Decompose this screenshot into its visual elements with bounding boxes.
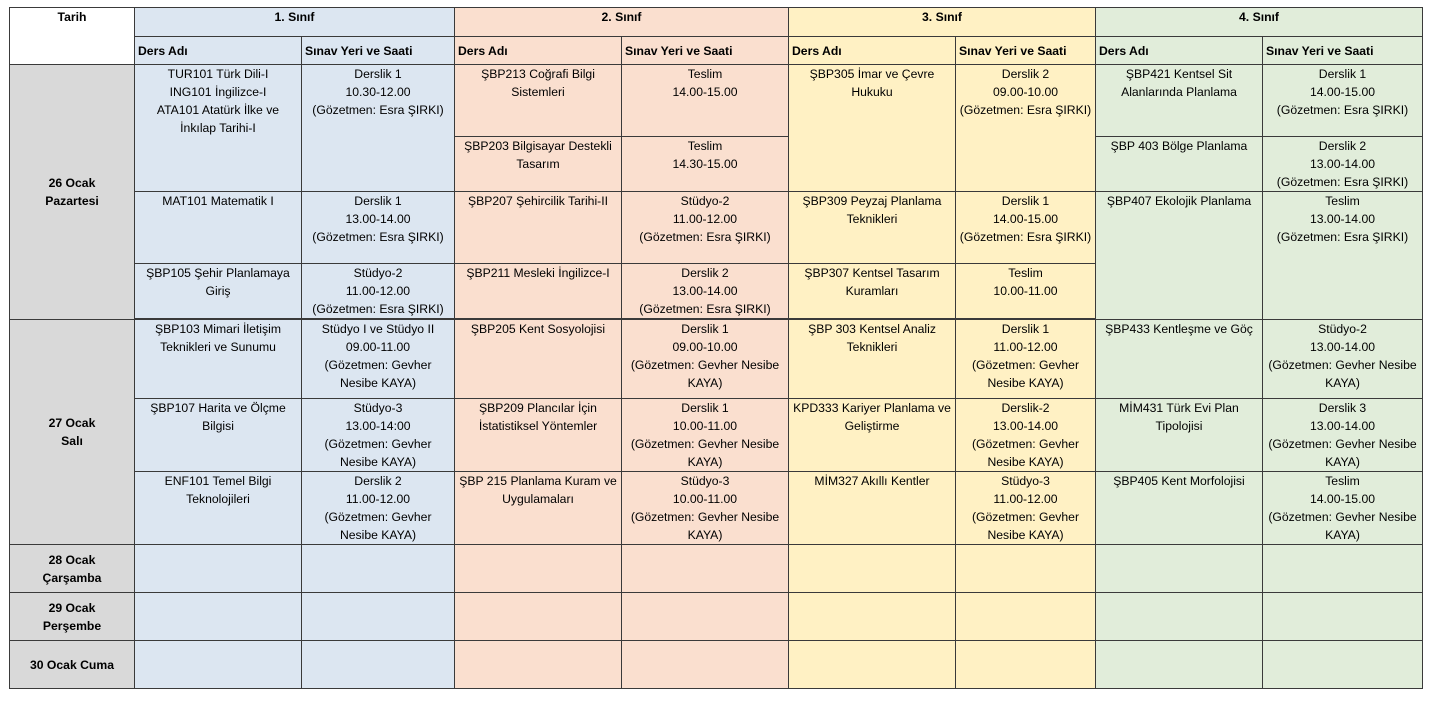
grade-4-header: 4. Sınıf [1096,8,1423,37]
place-cell: Derslik 2 11.00-12.00 (Gözetmen: Gevher Nesibe KAYA) [302,472,455,545]
course-cell: ŞBP405 Kent Morfolojisi [1096,472,1263,545]
place-cell: Derslik 2 09.00-10.00 (Gözetmen: Esra ŞIRKI) [956,65,1096,192]
empty-cell [1263,641,1423,689]
place-cell: Derslik 1 14.00-15.00 (Gözetmen: Esra ŞIRKI) [1263,65,1423,137]
place-cell: Derslik 2 13.00-14.00 (Gözetmen: Esra ŞIRKI) [622,264,789,319]
empty-cell [135,641,302,689]
empty-cell [956,641,1096,689]
place-cell: Derslik 1 09.00-10.00 (Gözetmen: Gevher Nesibe KAYA) [622,320,789,399]
date-header: Tarih [10,8,135,65]
date-cell [10,545,135,593]
empty-cell [789,545,956,593]
exam-schedule-table [9,7,1423,689]
course-column-header: Ders Adı [135,37,302,65]
empty-cell [622,593,789,641]
empty-cell [302,593,455,641]
empty-cell [789,593,956,641]
place-cell: Teslim 10.00-11.00 [956,264,1096,319]
empty-cell [789,641,956,689]
course-cell: KPD333 Kariyer Planlama ve Geliştirme [789,399,956,472]
place-cell: Derslik 3 13.00-14.00 (Gözetmen: Gevher Nesibe KAYA) [1263,399,1423,472]
course-cell: MAT101 Matematik I [135,192,302,264]
place-cell: Stüdyo-2 13.00-14.00 (Gözetmen: Gevher Nesibe KAYA) [1263,320,1423,399]
empty-cell [302,545,455,593]
place-cell: Derslik 1 13.00-14.00 (Gözetmen: Esra ŞIRKI) [302,192,455,264]
table-row [10,192,1423,264]
place-column-header: Sınav Yeri ve Saati [622,37,789,65]
place-column-header: Sınav Yeri ve Saati [1263,37,1423,65]
place-column-header: Sınav Yeri ve Saati [956,37,1096,65]
place-cell: Stüdyo-3 11.00-12.00 (Gözetmen: Gevher Nesibe KAYA) [956,472,1096,545]
empty-cell [135,593,302,641]
date-label: 30 Ocak Cuma [29,657,114,672]
date-label: 26 Ocak Pazartesi [45,176,99,208]
place-cell: Teslim 14.00-15.00 (Gözetmen: Gevher Nesibe KAYA) [1263,472,1423,545]
place-cell: Derslik 1 10.30-12.00 (Gözetmen: Esra ŞIRKI) [302,65,455,192]
place-cell: Teslim 13.00-14.00 (Gözetmen: Esra ŞIRKI) [1263,192,1423,320]
course-cell: ŞBP 215 Planlama Kuram ve Uygulamaları [455,472,622,545]
table-row [10,641,1423,689]
course-cell: ŞBP107 Harita ve Ölçme Bilgisi [135,399,302,472]
course-cell: ŞBP307 Kentsel Tasarım Kuramları [789,264,956,319]
empty-cell [302,641,455,689]
course-cell: ŞBP 403 Bölge Planlama [1096,137,1263,192]
grade-2-header: 2. Sınıf [455,8,789,37]
empty-cell [455,545,622,593]
place-cell: Stüdyo I ve Stüdyo II 09.00-11.00 (Gözetmen: Gevher Nesibe KAYA) [302,320,455,399]
course-cell: ŞBP203 Bilgisayar Destekli Tasarım [455,137,622,192]
course-cell: ŞBP207 Şehircilik Tarihi-II [455,192,622,264]
date-cell [10,593,135,641]
place-cell: Stüdyo-3 13.00-14:00 (Gözetmen: Gevher Nesibe KAYA) [302,399,455,472]
empty-cell [1263,593,1423,641]
course-cell: ŞBP213 Coğrafi Bilgi Sistemleri [455,65,622,137]
course-column-header: Ders Adı [455,37,622,65]
place-cell: Stüdyo-3 10.00-11.00 (Gözetmen: Gevher Nesibe KAYA) [622,472,789,545]
course-column-header: Ders Adı [789,37,956,65]
course-cell: ŞBP211 Mesleki İngilizce-I [455,264,622,319]
place-cell: Teslim 14.00-15.00 [622,65,789,137]
date-cell [10,320,135,545]
place-cell: Derslik 1 11.00-12.00 (Gözetmen: Gevher Nesibe KAYA) [956,320,1096,399]
header-row-columns [10,37,1423,65]
date-cell [10,65,135,320]
table-row [10,65,1423,137]
date-label: 27 Ocak Salı [48,416,96,448]
empty-cell [1096,593,1263,641]
course-cell: TUR101 Türk Dili-I ING101 İngilizce-I ATA101 Atatürk İlke ve İnkılap Tarihi-I [135,65,302,192]
course-cell: ŞBP433 Kentleşme ve Göç [1096,320,1263,399]
course-cell: ŞBP105 Şehir Planlamaya Giriş [135,264,302,319]
table-row [10,399,1423,472]
date-label: 29 Ocak Perşembe [42,600,102,633]
course-cell: ŞBP305 İmar ve Çevre Hukuku [789,65,956,192]
header-row-grades [10,8,1423,37]
course-cell: ŞBP309 Peyzaj Planlama Teknikleri [789,192,956,264]
place-column-header: Sınav Yeri ve Saati [302,37,455,65]
table-row [10,472,1423,545]
empty-cell [455,641,622,689]
date-label: 28 Ocak Çarşamba [42,552,102,585]
empty-cell [1096,641,1263,689]
empty-cell [622,641,789,689]
place-cell: Derslik 2 13.00-14.00 (Gözetmen: Esra ŞIRKI) [1263,137,1423,192]
table-row [10,593,1423,641]
grade-3-header: 3. Sınıf [789,8,1096,37]
course-cell: MİM327 Akıllı Kentler [789,472,956,545]
course-cell: ŞBP 303 Kentsel Analiz Teknikleri [789,320,956,399]
empty-cell [956,593,1096,641]
course-column-header: Ders Adı [1096,37,1263,65]
empty-cell [1263,545,1423,593]
place-cell: Stüdyo-2 11.00-12.00 (Gözetmen: Esra ŞIRKI) [302,264,455,319]
course-cell: ŞBP103 Mimari İletişim Teknikleri ve Sunumu [135,320,302,399]
table-row [10,545,1423,593]
course-cell: ŞBP421 Kentsel Sit Alanlarında Planlama [1096,65,1263,137]
table-row [10,320,1423,399]
place-cell: Stüdyo-2 11.00-12.00 (Gözetmen: Esra ŞIRKI) [622,192,789,264]
course-cell: ŞBP205 Kent Sosyolojisi [455,320,622,399]
place-cell: Teslim 14.30-15.00 [622,137,789,192]
place-cell: Derslik-2 13.00-14.00 (Gözetmen: Gevher Nesibe KAYA) [956,399,1096,472]
empty-cell [135,545,302,593]
place-cell: Derslik 1 14.00-15.00 (Gözetmen: Esra ŞIRKI) [956,192,1096,264]
empty-cell [1096,545,1263,593]
grade-1-header: 1. Sınıf [135,8,455,37]
empty-cell [455,593,622,641]
course-cell: MİM431 Türk Evi Plan Tipolojisi [1096,399,1263,472]
place-cell: Derslik 1 10.00-11.00 (Gözetmen: Gevher Nesibe KAYA) [622,399,789,472]
course-cell: ŞBP407 Ekolojik Planlama [1096,192,1263,320]
course-cell: ŞBP209 Plancılar İçin İstatistiksel Yöntemler [455,399,622,472]
course-cell: ENF101 Temel Bilgi Teknolojileri [135,472,302,545]
date-cell [10,641,135,689]
empty-cell [622,545,789,593]
empty-cell [956,545,1096,593]
